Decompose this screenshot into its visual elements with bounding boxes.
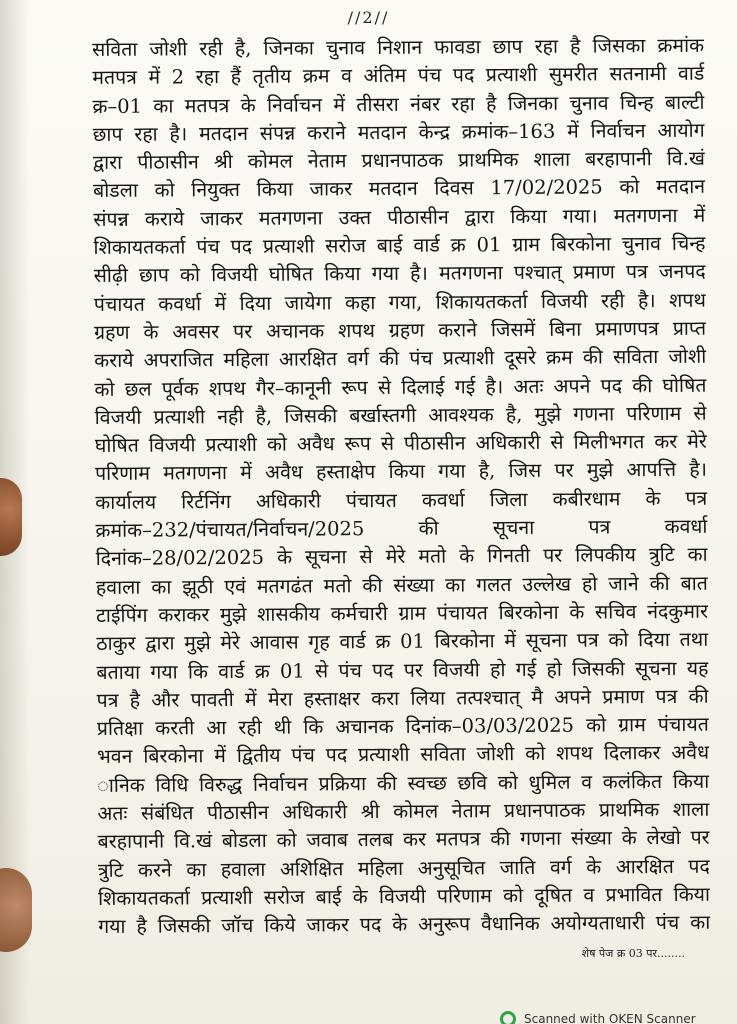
text-line: गया है जिसकी जॉच किये जाकर पद के अनुरूप वैधानिक अयोग्यताधारी पंच का [98, 910, 711, 939]
text-line: अतः संबंधित पीठासीन अधिकारी श्री कोमल नेताम प्रधानपाठक प्राथमिक शाला [97, 797, 710, 825]
text-line: ानिक विधि विरुद्ध निर्वाचन प्रक्रिया की स्वच्छ छवि को धुमिल व कलंकित किया [97, 769, 710, 797]
text-line: ठाकुर द्वारा मुझे मेरे आवास गृह वार्ड क्र 01 बिरकोना में सूचना पत्र को दिया तथा [96, 627, 709, 656]
text-line: बोडला को नियुक्त किया जाकर मतदान दिवस 17/02/2025 को मतदान [93, 175, 706, 203]
finger-lower [0, 868, 32, 952]
text-line: क्रमांक–232/पंचायत/निर्वाचन/2025 की सूचना पत्र कवर्धा [95, 514, 708, 543]
text-line: शिकायतकर्ता प्रत्याशी सरोज बाई के विजयी परिणाम को दूषित व प्रभावित किया [97, 882, 711, 910]
page-number: //2// [347, 8, 390, 27]
text-line: छाप रहा है। मतदान संपन्न कराने मतदान केन्द्र क्रमांक–163 में निर्वाचन आयोग [92, 118, 705, 146]
text-line: को छल पूर्वक शपथ गैर–कानूनी रूप से दिलाई गई है। अतः अपने पद की घोषित [94, 373, 707, 401]
text-line: सविता जोशी रही है, जिनका चुनाव निशान फावडा छाप रहा है जिसका क्रमांक [92, 33, 705, 61]
text-line: हवाला का झूठी एवं मतगढंत मतो की संख्या का गलत उल्लेख हो जाने की बात [95, 571, 708, 599]
letter-body [92, 32, 710, 942]
text-line: दिनांक–28/02/2025 के सूचना से मेरे मतो के गिनती पर लिपकीय त्रुटि का [95, 543, 708, 571]
text-line: ग्रहण के अवसर पर अचानक शपथ ग्रहण कराने जिसमें बिना प्रमाणपत्र प्राप्त [93, 316, 707, 344]
text-line: संपन्न कराये जाकर मतगणना उक्त पीठासीन द्वारा किया गया। मतगणना में [93, 203, 706, 231]
text-line: त्रुटि करने का हवाला अशिक्षित महिला अनुसूचित जाति वर्ग के आरक्षित पद [97, 854, 710, 882]
continued-note: शेष पेज क्र 03 पर........ [581, 947, 685, 960]
text-line: द्वारा पीठासीन श्री कोमल नेताम प्रधानपाठक प्राथमिक शाला बरहापानी वि.खं [92, 146, 705, 175]
oken-logo-icon [500, 1011, 516, 1024]
text-line: टाईपिंग कराकर मुझे शासकीय कर्मचारी ग्राम पंचायत बिरकोना के सचिव नंदकुमार [95, 599, 709, 627]
text-line: भवन बिरकोना में द्वितीय पंच पद प्रत्याशी सविता जोशी को शपथ दिलाकर अवैध [96, 741, 710, 769]
text-line: मतपत्र में 2 रहा हैं तृतीय क्रम व अंतिम पंच पद प्रत्याशी सुमरीत सतनामी वार्ड [92, 62, 705, 90]
text-line: कराये अपराजित महिला आरक्षित वर्ग की पंच प्रत्याशी दूसरे क्रम की सविता जोशी [94, 344, 707, 373]
text-line: पत्र है और पावती में मेरा हस्ताक्षर करा लिया तत्पश्चात् मै अपने प्रमाण पत्र की [96, 684, 709, 712]
text-line: बरहापानी वि.खं बोडला को जवाब तलब कर मतपत्र की गणना संख्या के लेखो पर [97, 826, 710, 854]
text-line: बताया गया कि वार्ड क्र 01 से पंच पद पर विजयी हो गई हो जिसकी सूचना यह [96, 656, 709, 684]
text-line: क्र–01 का मतपत्र के निर्वाचन में तीसरा नंबर रहा है जिनका चुनाव चिन्ह बाल्टी [92, 90, 705, 118]
text-line: पंचायत कवर्धा में दिया जायेगा कहा गया, शिकायतकर्ता विजयी रही है। शपथ [93, 288, 706, 316]
text-line: सीढ़ी छाप को विजयी घोषित किया गया है। मतगणना पश्चात् प्रमाण पत्र जनपद [93, 260, 706, 288]
scanner-watermark [500, 1012, 696, 1024]
finger-upper [0, 478, 22, 556]
text-line: परिणाम मतगणना में अवैध हस्ताक्षेप किया गया है, जिस पर मुझे आपत्ति है। [94, 458, 708, 486]
text-line: विजयी प्रत्याशी नही है, जिसकी बर्खास्तगी आवश्यक है, मुझे गणना परिणाम से [94, 401, 707, 429]
text-line: घोषित विजयी प्रत्याशी को अवैध रूप से पीठासीन अधिकारी से मिलीभगत कर मेरे [94, 429, 707, 458]
text-line: शिकायतकर्ता पंच पद प्रत्याशी सरोज बाई वार्ड क्र 01 ग्राम बिरकोना चुनाव चिन्ह [93, 231, 706, 260]
text-line: प्रतिक्षा करती आ रही थी कि अचानक दिनांक–03/03/2025 को ग्राम पंचायत [96, 712, 709, 741]
text-line: कार्यालय रिर्टनिंग अधिकारी पंचायत कवर्धा जिला कबीरधाम के पत्र [95, 486, 708, 514]
scanner-text: Scanned with OKEN Scanner [524, 1012, 696, 1024]
